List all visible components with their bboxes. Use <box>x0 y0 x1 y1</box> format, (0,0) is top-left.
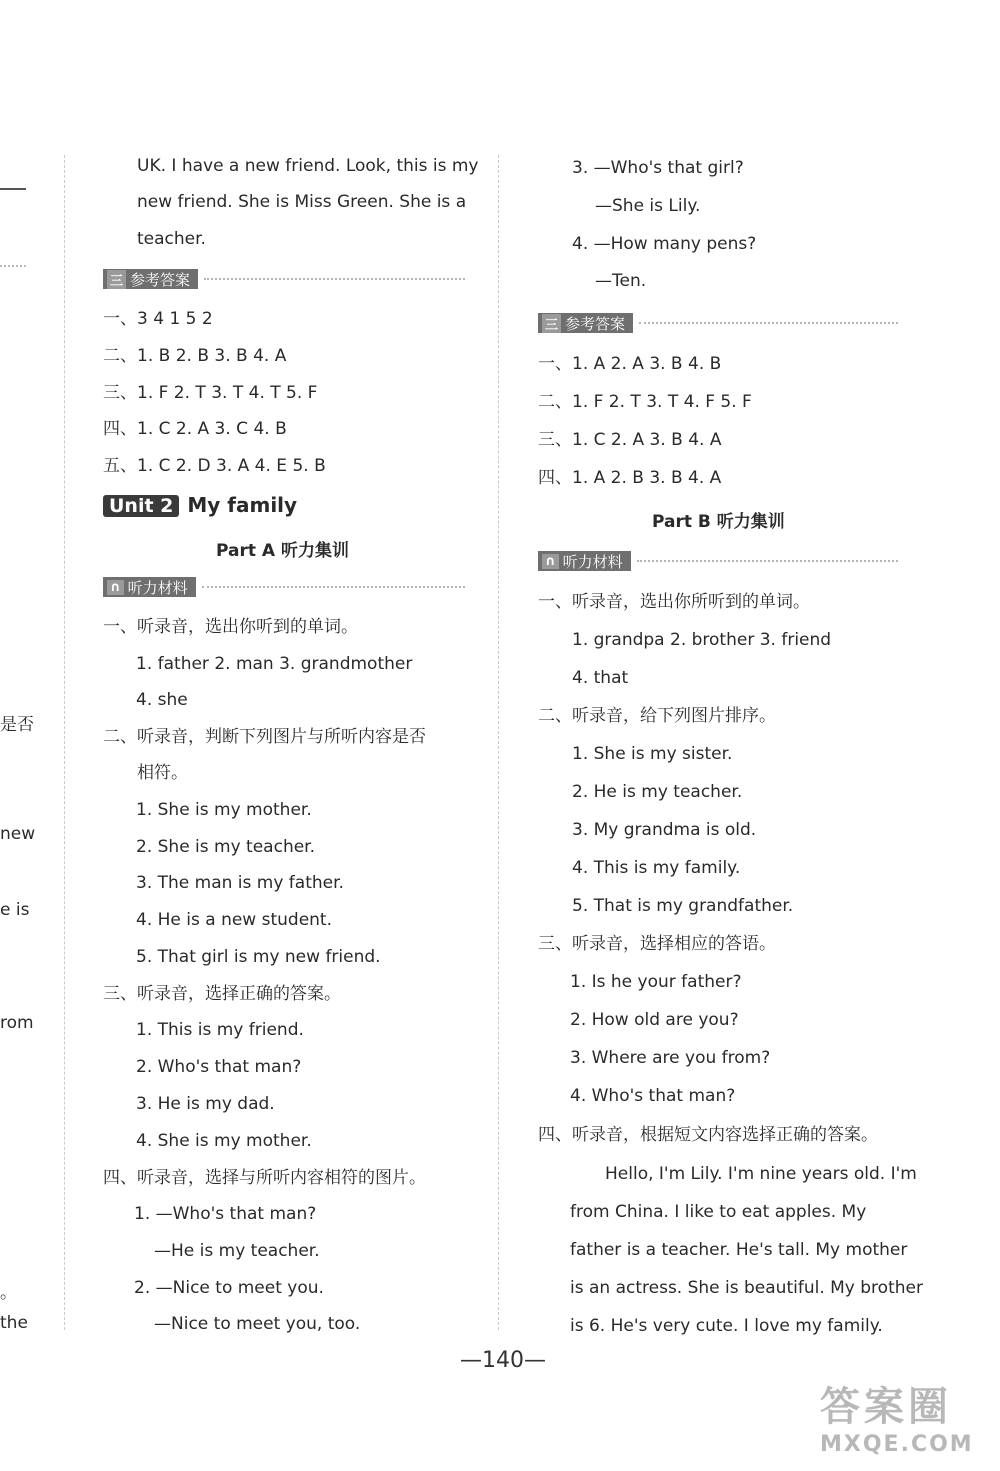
question-line: 三、听录音，选择正确的答案。 <box>103 984 341 1004</box>
answer-line: 五、1. C 2. D 3. A 4. E 5. B <box>103 456 326 476</box>
item-line: 4. This is my family. <box>572 858 741 878</box>
question-line: 相符。 <box>137 763 188 783</box>
answer-line: 二、1. F 2. T 3. T 4. F 5. F <box>538 392 752 412</box>
answer-section-header <box>538 312 898 334</box>
item-line: 4. She is my mother. <box>136 1131 312 1151</box>
question-line: 四、听录音，根据短文内容选择正确的答案。 <box>538 1125 878 1145</box>
part-title: Part A 听力集训 <box>216 541 349 561</box>
material-header-label: 听力材料 <box>127 578 188 597</box>
answer-header-tag <box>103 269 198 289</box>
item-line: 2. How old are you? <box>570 1010 739 1030</box>
edge-text: the <box>0 1313 28 1333</box>
answer-line: 一、3 4 1 5 2 <box>103 309 213 329</box>
left-column-rule <box>64 155 65 1330</box>
watermark-title: 答案圈 <box>820 1384 952 1430</box>
item-line: 4. —How many pens? <box>572 234 757 254</box>
item-line: —Ten. <box>595 271 647 291</box>
answer-line: 三、1. F 2. T 3. T 4. T 5. F <box>103 383 318 403</box>
item-line: 2. He is my teacher. <box>572 782 743 802</box>
key-icon: 三 <box>542 314 561 333</box>
headphones-icon: ∩ <box>107 580 124 595</box>
item-line: 4. she <box>136 690 188 710</box>
answer-line: 三、1. C 2. A 3. B 4. A <box>538 430 722 450</box>
watermark-logo <box>820 1375 995 1465</box>
watermark-url: MXQE.COM <box>820 1432 974 1457</box>
question-line: 一、听录音，选出你所听到的单词。 <box>538 592 810 612</box>
passage-line: Hello, I'm Lily. I'm nine years old. I'm <box>605 1164 917 1184</box>
item-line: 3. —Who's that girl? <box>572 158 744 178</box>
answer-line: 一、1. A 2. A 3. B 4. B <box>538 354 722 374</box>
item-line: —Nice to meet you, too. <box>154 1314 361 1334</box>
unit-badge: Unit 2 <box>103 495 179 517</box>
key-icon: 三 <box>107 270 126 289</box>
answer-header-tag <box>538 313 633 333</box>
item-line: 4. He is a new student. <box>136 910 333 930</box>
page-number: —140— <box>460 1348 546 1373</box>
unit-title: My family <box>187 493 298 517</box>
header-dotted-rule <box>639 322 898 324</box>
item-line: 1. grandpa 2. brother 3. friend <box>572 630 832 650</box>
answer-header-label: 参考答案 <box>130 270 191 289</box>
item-line: 1. Is he your father? <box>570 972 742 992</box>
passage-line: teacher. <box>137 229 206 249</box>
header-dotted-rule <box>202 586 465 588</box>
item-line: 1. —Who's that man? <box>134 1204 317 1224</box>
edge-text: rom <box>0 1013 34 1033</box>
passage-line: father is a teacher. He's tall. My mother <box>570 1240 908 1260</box>
answer-header-label: 参考答案 <box>565 314 626 333</box>
question-line: 二、听录音，给下列图片排序。 <box>538 706 776 726</box>
item-line: 3. My grandma is old. <box>572 820 757 840</box>
edge-text: 是否 <box>0 715 34 735</box>
headphones-icon: ∩ <box>542 554 559 569</box>
item-line: 3. Where are you from? <box>570 1048 771 1068</box>
edge-text: e is <box>0 900 30 920</box>
item-line: 5. That is my grandfather. <box>572 896 794 916</box>
question-line: 一、听录音，选出你听到的单词。 <box>103 617 358 637</box>
header-dotted-rule <box>204 278 465 280</box>
center-column-rule <box>498 155 499 1330</box>
passage-line: UK. I have a new friend. Look, this is my <box>137 156 479 176</box>
item-line: 1. father 2. man 3. grandmother <box>136 654 413 674</box>
unit-heading <box>103 494 297 518</box>
answer-line: 四、1. C 2. A 3. C 4. B <box>103 419 287 439</box>
part-title: Part B 听力集训 <box>652 512 785 532</box>
edge-text: new <box>0 824 36 844</box>
item-line: —She is Lily. <box>595 196 701 216</box>
passage-line: is an actress. She is beautiful. My brother <box>570 1278 923 1298</box>
passage-line: is 6. He's very cute. I love my family. <box>570 1316 883 1336</box>
item-line: 1. She is my mother. <box>136 800 312 820</box>
answer-line: 二、1. B 2. B 3. B 4. A <box>103 346 287 366</box>
material-header-label: 听力材料 <box>562 552 623 571</box>
item-line: 2. Who's that man? <box>136 1057 302 1077</box>
item-line: 3. He is my dad. <box>136 1094 275 1114</box>
question-line: 三、听录音，选择相应的答语。 <box>538 934 776 954</box>
edge-text: 。 <box>0 1283 17 1303</box>
question-line: 四、听录音，选择与所听内容相符的图片。 <box>103 1168 426 1188</box>
answer-line: 四、1. A 2. B 3. B 4. A <box>538 468 722 488</box>
material-header-tag <box>538 551 631 571</box>
material-header-tag <box>103 577 196 597</box>
item-line: 4. Who's that man? <box>570 1086 736 1106</box>
item-line: 2. —Nice to meet you. <box>134 1278 324 1298</box>
item-line: 1. This is my friend. <box>136 1020 304 1040</box>
answer-section-header <box>103 268 465 290</box>
header-dotted-rule <box>637 560 898 562</box>
passage-line: from China. I like to eat apples. My <box>570 1202 867 1222</box>
item-line: 4. that <box>572 668 629 688</box>
item-line: 1. She is my sister. <box>572 744 733 764</box>
item-line: —He is my teacher. <box>154 1241 320 1261</box>
passage-line: new friend. She is Miss Green. She is a <box>137 192 467 212</box>
material-section-header <box>103 576 465 598</box>
edge-rule <box>0 188 26 190</box>
material-section-header <box>538 550 898 572</box>
item-line: 2. She is my teacher. <box>136 837 316 857</box>
edge-dotted-rule <box>0 265 26 267</box>
question-line: 二、听录音，判断下列图片与所听内容是否 <box>103 727 426 747</box>
item-line: 5. That girl is my new friend. <box>136 947 381 967</box>
item-line: 3. The man is my father. <box>136 873 344 893</box>
